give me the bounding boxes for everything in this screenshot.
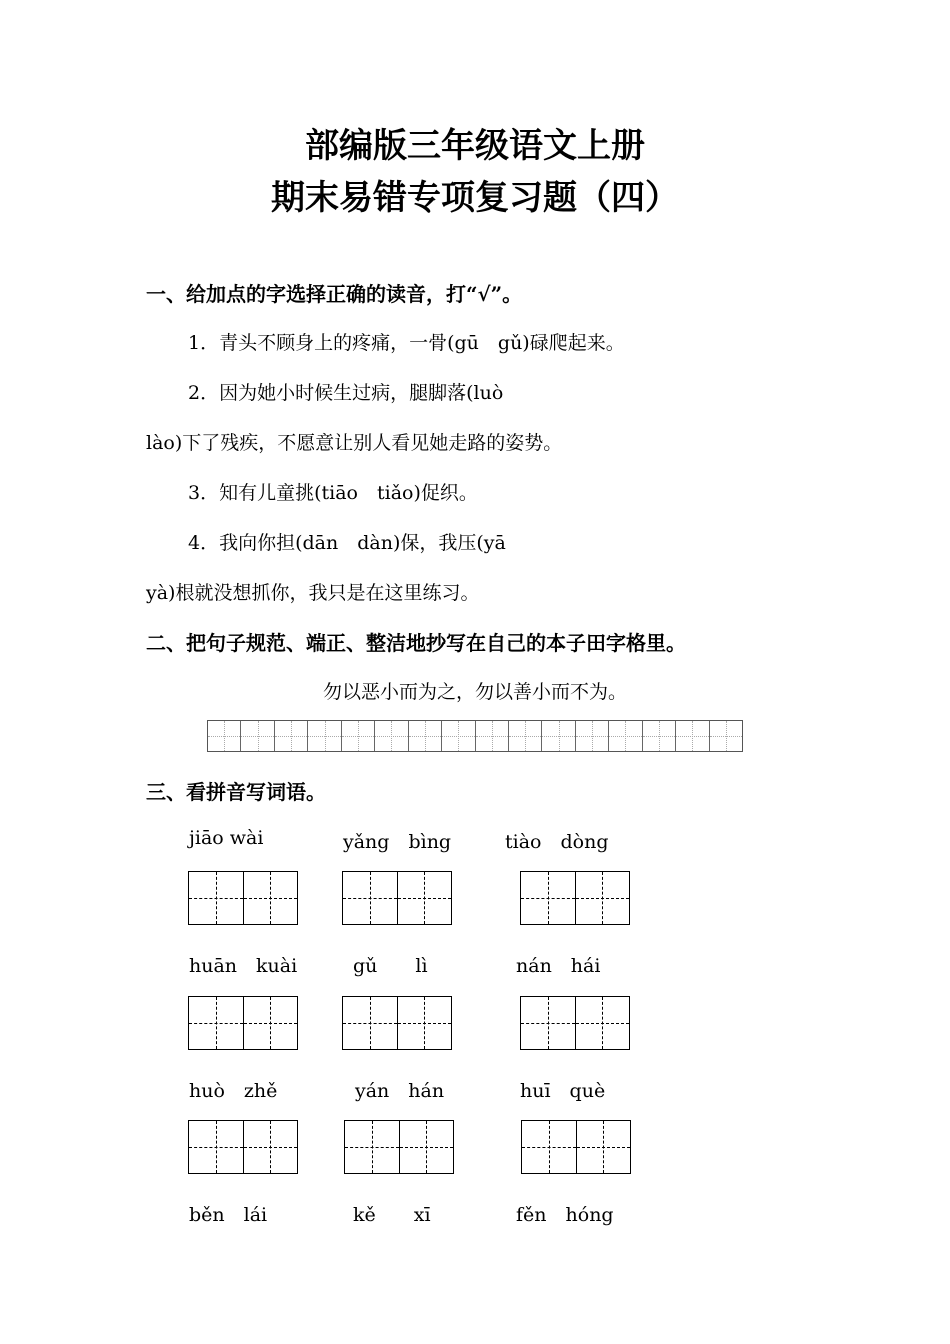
pinyin-label: kě xī: [353, 1204, 431, 1226]
section1-item-2: 2．因为她小时候生过病，腿脚落(luò: [188, 382, 504, 404]
document-title-line1: 部编版三年级语文上册: [305, 126, 645, 166]
section2-heading: 二、把句子规范、端正、整洁地抄写在自己的本子田字格里。: [146, 631, 686, 655]
tianzi-answer-box[interactable]: [520, 871, 630, 925]
pinyin-label: yán hán: [355, 1080, 445, 1102]
pinyin-label: tiào dòng: [505, 831, 609, 853]
tianzi-answer-box[interactable]: [342, 871, 452, 925]
section1-item-4: 4．我向你担(dān dàn)保，我压(yā: [188, 532, 506, 554]
section3-heading: 三、看拼音写词语。: [146, 780, 326, 804]
pinyin-label: gǔ lì: [353, 955, 428, 977]
tianzi-answer-box[interactable]: [188, 1120, 298, 1174]
tianzi-answer-box[interactable]: [188, 871, 298, 925]
pinyin-label: huān kuài: [189, 955, 298, 977]
section1-heading: 一、给加点的字选择正确的读音，打“√”。: [146, 282, 523, 306]
copy-writing-grid[interactable]: [207, 720, 743, 752]
pinyin-label: yǎng bìng: [343, 831, 452, 853]
section1-item-1: 1．青头不顾身上的疼痛，一骨(gū gǔ)碌爬起来。: [188, 332, 625, 354]
pinyin-label: běn lái: [189, 1204, 268, 1226]
tianzi-answer-box[interactable]: [188, 996, 298, 1050]
pinyin-label: huī què: [520, 1080, 606, 1102]
tianzi-answer-box[interactable]: [342, 996, 452, 1050]
document-title-line2: 期末易错专项复习题（四）: [271, 178, 679, 218]
pinyin-label: huò zhě: [189, 1080, 278, 1102]
tianzi-answer-box[interactable]: [521, 1120, 631, 1174]
pinyin-label: fěn hóng: [516, 1204, 614, 1226]
pinyin-label: nán hái: [516, 955, 601, 977]
pinyin-label: jiāo wài: [189, 827, 264, 849]
copy-sentence: 勿以恶小而为之，勿以善小而不为。: [322, 681, 627, 703]
section1-item-2-cont: lào)下了残疾，不愿意让别人看见她走路的姿势。: [146, 432, 563, 454]
section1-item-3: 3．知有儿童挑(tiāo tiǎo)促织。: [188, 482, 478, 504]
tianzi-answer-box[interactable]: [344, 1120, 454, 1174]
section1-item-4-cont: yà)根就没想抓你，我只是在这里练习。: [146, 582, 480, 604]
tianzi-answer-box[interactable]: [520, 996, 630, 1050]
